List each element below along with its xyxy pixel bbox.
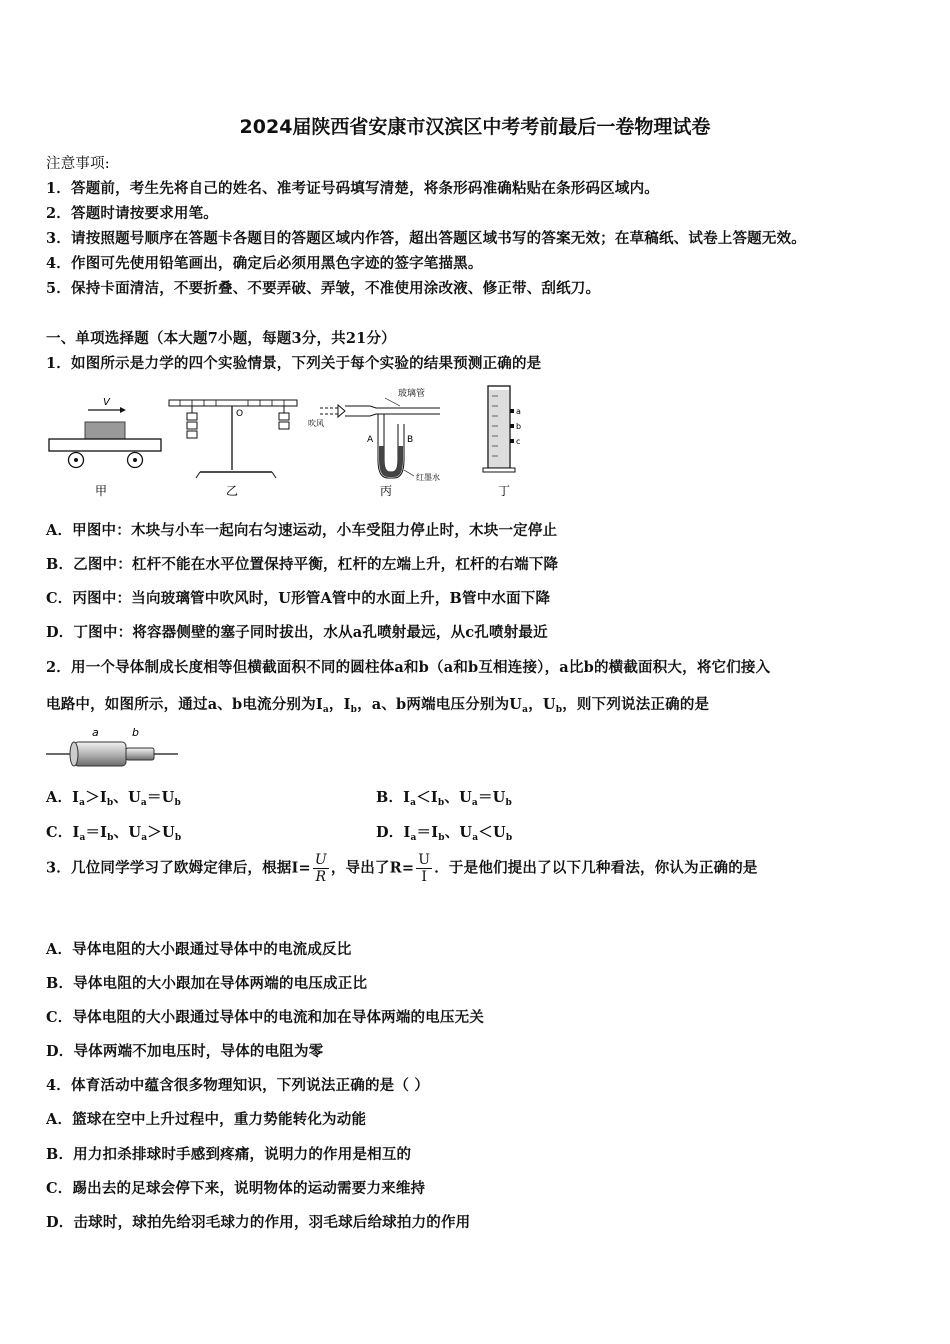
q3-option-a: A．导体电阻的大小跟通过导体中的电流成反比 [46,941,352,958]
q2-option-b: B．$I_a<I_b$、$U_a=U_b$ [376,789,513,808]
question-4-stem: 4．体育活动中蕴含很多物理知识，下列说法正确的是（ ） [46,1077,430,1094]
notice-item: 1．答题前，考生先将自己的姓名、准考证号码填写清楚，将条形码准确粘贴在条形码区域内。 [46,180,659,197]
q3-option-c: C．导体电阻的大小跟通过导体中的电流和加在导体两端的电压无关 [46,1009,485,1026]
q1-option-d: D．丁图中：将容器侧壁的塞子同时拔出，水从a孔喷射最远，从c孔喷射最近 [46,624,548,641]
water-label: 红墨水 [416,473,440,482]
page-title: 2024届陕西省安康市汉滨区中考考前最后一卷物理试卷 [239,116,711,138]
figure-label-yi: 乙 [226,484,239,498]
lever-diagram [169,400,297,478]
tube-label: 玻璃管 [398,389,426,399]
b-tube-label: B [407,435,414,445]
u-tube-diagram [308,387,440,482]
question-3-stem: 3．几位同学学习了欧姆定律后，根据I= $\frac{U}{R}$ ，导出了R= $\frac{U}{I}$ ．于是他们提出了以下几种看法，你认为正确的是 [46,852,758,885]
section-heading: 一、单项选择题（本大题7小题，每题3分，共21分） [46,330,396,347]
q1-option-b: B．乙图中：杠杆不能在水平位置保持平衡，杠杆的左端上升，杠杆的右端下降 [46,556,559,573]
q2-option-c: C．$I_a=I_b$、$U_a>U_b$ [46,824,182,843]
hole-a-label: a [516,407,521,416]
a-tube-label: A [367,435,374,445]
hole-b-label: b [516,422,522,431]
notice-item: 2．答题时请按要求用笔。 [46,205,218,222]
figure-label-ding: 丁 [498,484,511,498]
hole-c-label: c [516,437,521,446]
conductor-a-label: a [92,726,99,739]
q3-option-d: D．导体两端不加电压时，导体的电阻为零 [46,1043,324,1060]
q4-option-b: B．用力扣杀排球时手感到疼痛，说明力的作用是相互的 [46,1146,412,1163]
q2-option-d: D．$I_a=I_b$、$U_a<U_b$ [376,824,513,843]
blow-label: 吹风 [308,419,324,428]
q2-option-a: A．$I_a>I_b$、$U_a=U_b$ [46,789,182,808]
conductor-figure [46,722,186,770]
q1-option-c: C．丙图中：当向玻璃管中吹风时，U形管A管中的水面上升，B管中水面下降 [46,590,551,607]
question-1-stem: 1．如图所示是力学的四个实验情景，下列关于每个实验的结果预测正确的是 [46,355,542,372]
figure-label-jia: 甲 [95,484,108,498]
q3-option-b: B．导体电阻的大小跟加在导体两端的电压成正比 [46,975,368,992]
question-2-stem-line2: 电路中，如图所示，通过a、b电流分别为$I_a$，$I_b$，a、b两端电压分别为$U_a$，$U_b$，则下列说法正确的是 [46,696,710,715]
q1-figure [40,380,540,505]
notice-item: 3．请按照题号顺序在答题卡各题目的答题区域内作答，超出答题区域书写的答案无效；在草稿纸、试卷上答题无效。 [46,230,806,247]
pivot-label: O [236,409,244,419]
notice-item: 5．保持卡面清洁，不要折叠、不要弄破、弄皱，不准使用涂改液、修正带、刮纸刀。 [46,280,601,297]
velocity-label: V [103,397,110,408]
ohm-fraction-2: $\frac{U}{I}$ [418,852,431,885]
q4-option-a: A．篮球在空中上升过程中，重力势能转化为动能 [46,1111,367,1128]
notice-heading: 注意事项: [46,156,110,172]
figure-label-bing: 丙 [380,484,393,498]
conductor-b-label: b [132,726,139,739]
q4-option-d: D．击球时，球拍先给羽毛球力的作用，羽毛球后给球拍力的作用 [46,1214,471,1231]
notice-item: 4．作图可先使用铅笔画出，确定后必须用黑色字迹的签字笔描黑。 [46,255,483,272]
q1-option-a: A．甲图中：木块与小车一起向右匀速运动，小车受阻力停止时，木块一定停止 [46,522,558,539]
q4-option-c: C．踢出去的足球会停下来，说明物体的运动需要力来维持 [46,1180,426,1197]
cart-diagram [49,397,161,468]
question-2-stem-line1: 2．用一个导体制成长度相等但横截面积不同的圆柱体a和b（a和b互相连接），a比b的横截面积大，将它们接入 [46,659,771,676]
container-diagram [483,386,521,472]
ohm-fraction-1: $\frac{U}{R}$ [314,852,327,885]
